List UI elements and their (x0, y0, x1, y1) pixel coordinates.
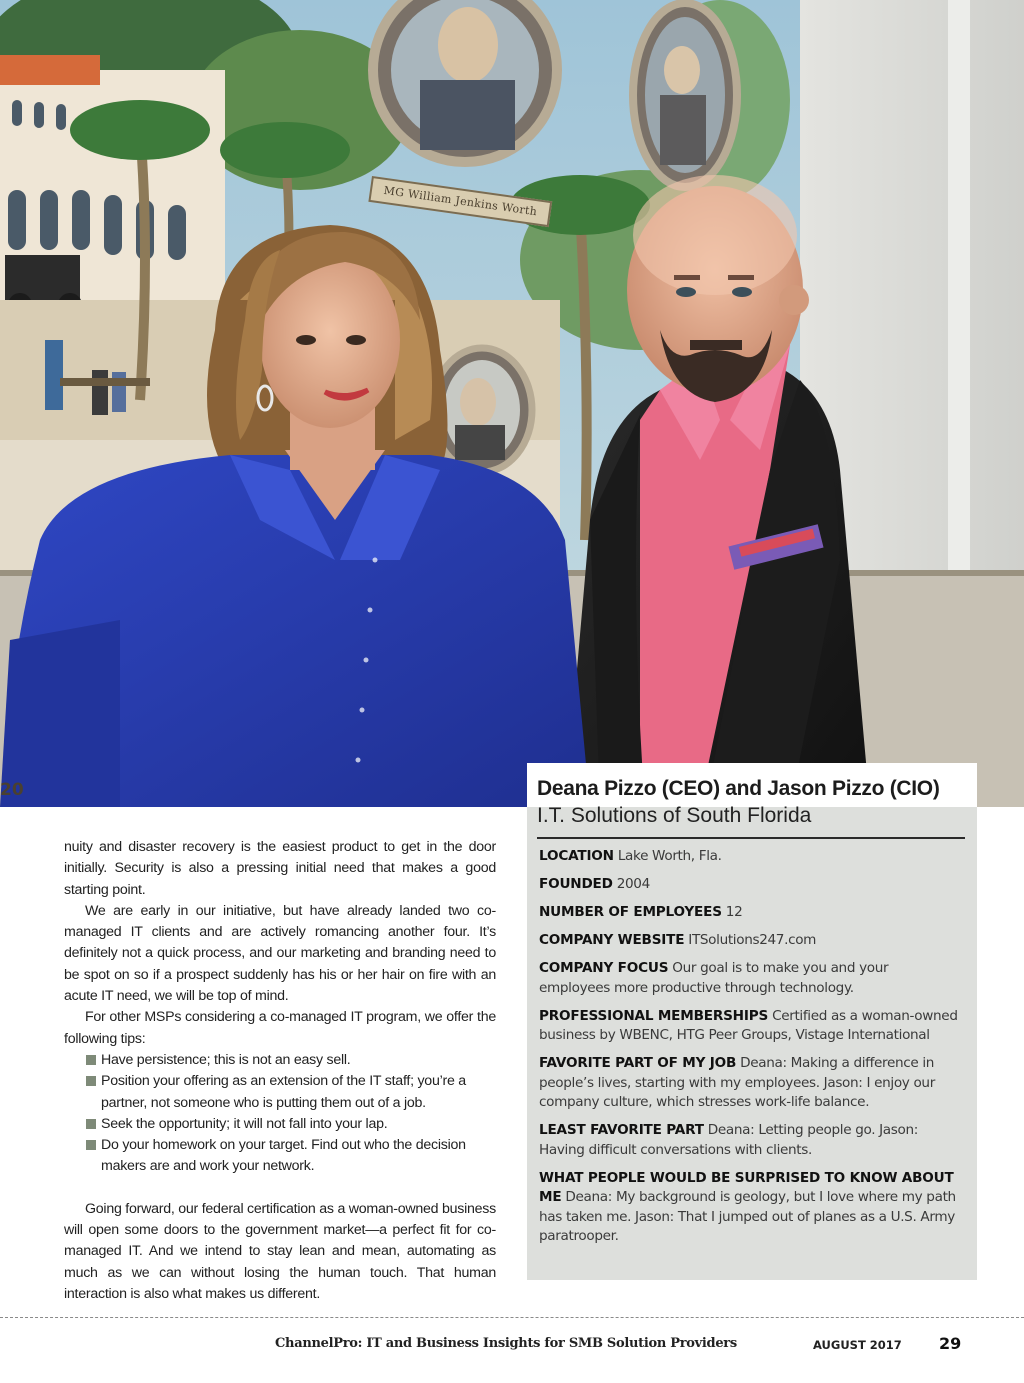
fact-employees (539, 903, 959, 923)
footer-divider (0, 1317, 1024, 1318)
page-number: 29 (939, 1334, 962, 1353)
fact-website (539, 931, 959, 951)
fact-value: 12 (725, 904, 743, 920)
fact-label: PROFESSIONAL MEMBERSHIPS (539, 1007, 769, 1024)
article-paragraph: We are early in our initiative, but have already landed two co-managed IT clients and are actively romancing another four. It’s definitely not a quick process, and our marketing and branding need to be spot on so if a prospect suddenly has his or her hair on fire with an acute IT need, we will be top of mind. (64, 902, 496, 1005)
tip-item (64, 1114, 496, 1135)
fact-favorite (539, 1054, 959, 1113)
tip-item (64, 1071, 496, 1114)
fact-label: FAVORITE PART OF MY JOB (539, 1055, 737, 1071)
article-paragraph: Going forward, our federal certification as a woman-owned business will open some doors to the government market—a perfect fit for co-managed IT. And we intend to stay lean and mean, automating as much as we can without losing the human touch. That human interaction is also what makes us different. (64, 1200, 496, 1302)
fact-label: LOCATION (539, 848, 614, 864)
square-bullet-icon (86, 1055, 96, 1065)
fact-value: Deana: My background is geology, but I love where my path has taken me. Jason: That I jumped out of planes as a U.S. Army paratrooper. (539, 1189, 956, 1244)
fact-label: FOUNDED (539, 876, 613, 892)
fact-value: Lake Worth, Fla. (617, 848, 722, 864)
profile-names: Deana Pizzo (CEO) and Jason Pizzo (CIO) (537, 777, 940, 800)
paragraph-gap (64, 1178, 496, 1199)
fact-label: WHAT PEOPLE WOULD BE SURPRISED TO KNOW ABOUT ME (539, 1169, 954, 1205)
fact-value: ITSolutions247.com (688, 932, 817, 948)
article-body (64, 837, 496, 1305)
article-paragraph: nuity and disaster recovery is the easiest product to get in the door initially. Security is also a pressing initial need that makes a good starting point. (64, 839, 496, 898)
tip-text: Seek the opportunity; it will not fall into your lap. (101, 1115, 388, 1132)
fact-value: Deana: Making a difference in people’s lives, starting with my employees. Jason: I enjoy our company culture, which stresses work-life balance. (539, 1055, 935, 1110)
mural-sign: MG William Jenkins Worth (368, 176, 552, 227)
fact-value: Our goal is to make you and your employees more productive through technology. (539, 960, 889, 996)
tips-list (64, 1050, 496, 1178)
fact-location (539, 847, 959, 867)
square-bullet-icon (86, 1076, 96, 1086)
article-paragraph: For other MSPs considering a co-managed IT program, we offer the following tips: (64, 1009, 496, 1047)
fact-least-favorite (539, 1121, 959, 1160)
fact-value: Certified as a woman-owned business by WBENC, HTG Peer Groups, Vistage International (539, 1007, 958, 1043)
fact-value: Deana: Letting people go. Jason: Having difficult conversations with clients. (539, 1122, 918, 1158)
fact-label: COMPANY WEBSITE (539, 932, 685, 948)
mural-year: 20 (0, 780, 24, 800)
footer-publication-title: ChannelPro: IT and Business Insights for SMB Solution Providers (275, 1336, 737, 1351)
fact-label: NUMBER OF EMPLOYEES (539, 904, 722, 920)
fact-focus (539, 959, 959, 998)
square-bullet-icon (86, 1140, 96, 1150)
fact-founded (539, 875, 959, 895)
tip-text: Have persistence; this is not an easy sell. (101, 1051, 351, 1068)
tip-item (64, 1050, 496, 1071)
profile-sidebar (527, 763, 977, 1280)
footer-issue-date: AUGUST 2017 (813, 1338, 902, 1352)
profile-company: I.T. Solutions of South Florida (537, 804, 812, 827)
tip-text: Do your homework on your target. Find out who the decision makers are and work your network. (101, 1137, 466, 1175)
fact-label: COMPANY FOCUS (539, 960, 669, 976)
profile-divider (537, 837, 965, 839)
profile-facts (539, 847, 959, 1255)
fact-label: LEAST FAVORITE PART (539, 1122, 704, 1138)
square-bullet-icon (86, 1119, 96, 1129)
fact-memberships (539, 1007, 959, 1046)
tip-text: Position your offering as an extension of the IT staff; you’re a partner, not someone who is putting them out of a job. (101, 1073, 466, 1111)
tip-item (64, 1135, 496, 1178)
fact-surprised (539, 1169, 959, 1247)
fact-value: 2004 (616, 876, 650, 892)
